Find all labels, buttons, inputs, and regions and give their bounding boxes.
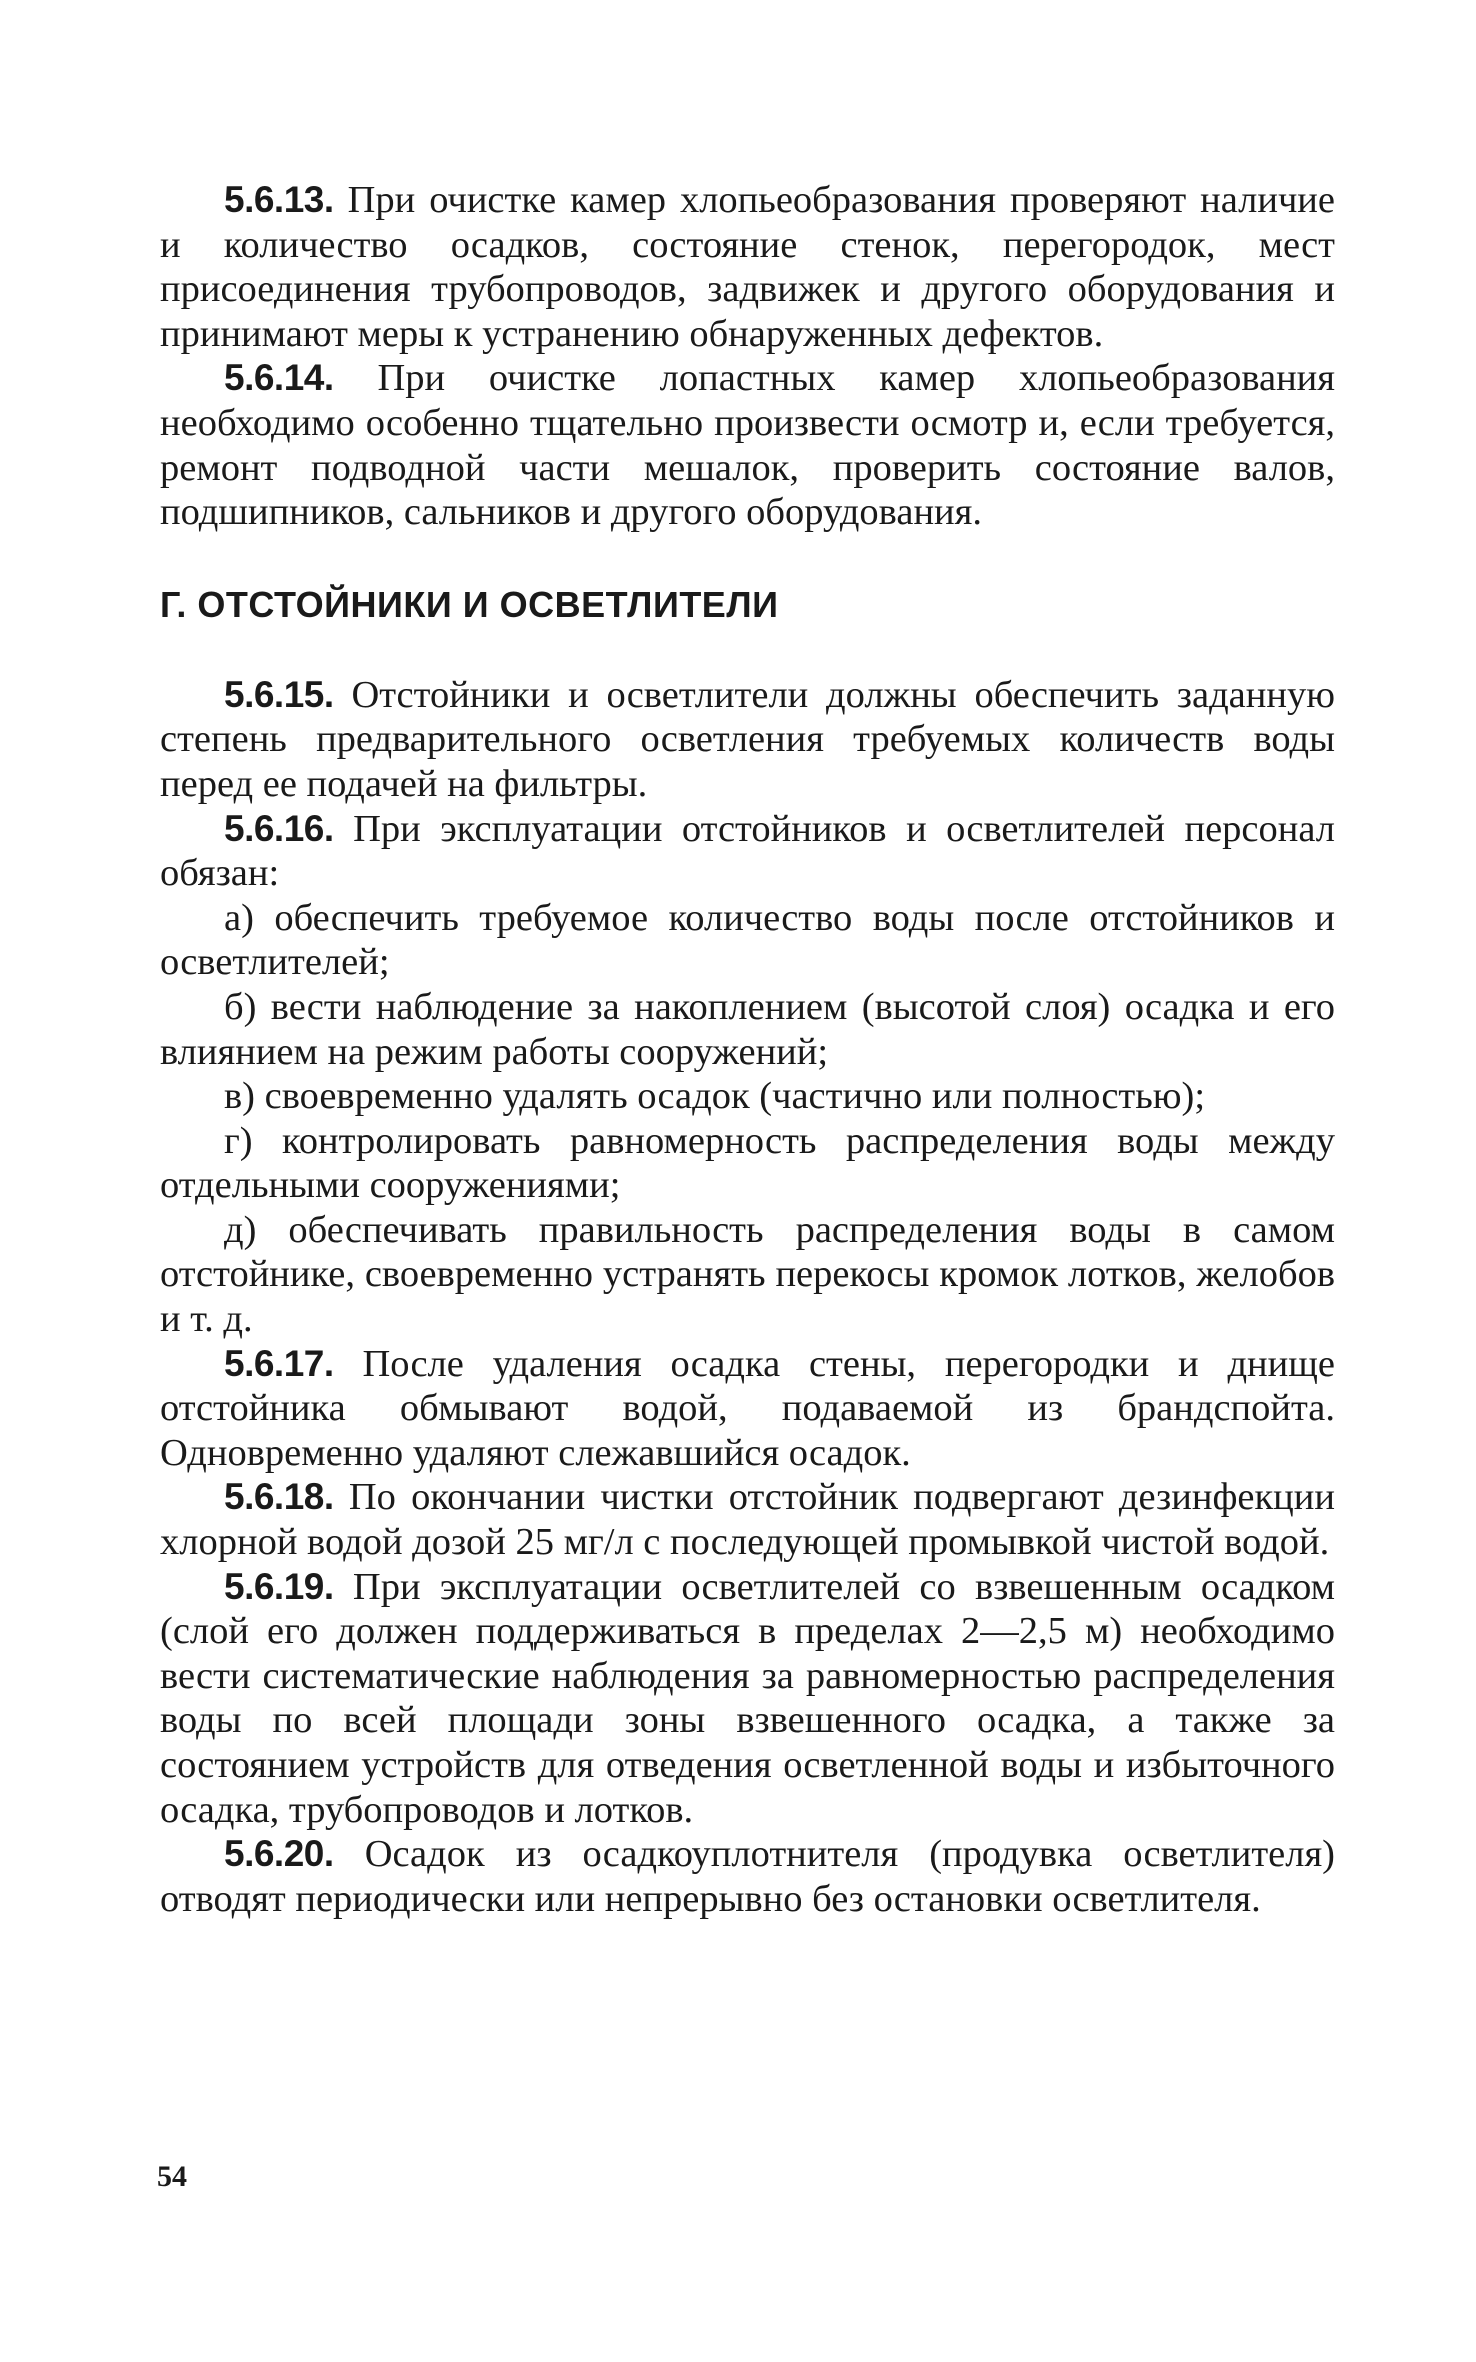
paragraph-5-6-17 xyxy=(160,1342,1335,1476)
clause-text: При очистке лопастных камер хлопьеобразования необходимо особенно тщательно произвести осмотр и, если требуется, ремонт подводной части мешалок, проверить состояние валов, подшипников, сальников и другого оборудования. xyxy=(160,357,1335,534)
paragraph-5-6-20 xyxy=(160,1832,1335,1921)
clause-text: Отстойники и осветлители должны обеспечить заданную степень предварительного осветления требуемых количеств воды перед ее подачей на фильтры. xyxy=(160,673,1335,805)
clause-text: Осадок из осадкоуплотнителя (продувка осветлителя) отводят периодически или непрерывно без остановки осветлителя. xyxy=(160,1833,1335,1920)
list-item-text: г) контролировать равномерность распределения воды между отдельными сооружениями; xyxy=(160,1119,1335,1207)
clause-number: 5.6.14. xyxy=(224,357,334,399)
clause-text: После удаления осадка стены, перегородки и днище отстойника обмывают водой, подаваемой из брандспойта. Одновременно удаляют слежавшийся осадок. xyxy=(160,1342,1335,1474)
section-heading: Г. ОТСТОЙНИКИ И ОСВЕТЛИТЕЛИ xyxy=(160,583,779,625)
clause-text: При очистке камер хлопьеобразования проверяют наличие и количество осадков, состояние стенок, перегородок, мест присоединения трубопроводов, задвижек и другого оборудования и принимают меры к устранению обнаруженных дефектов. xyxy=(160,179,1335,355)
paragraph-5-6-15 xyxy=(160,673,1335,807)
list-item-a xyxy=(160,896,1335,985)
list-item-v xyxy=(160,1074,1335,1119)
clause-text: По окончании чистки отстойник подвергают дезинфекции хлорной водой дозой 25 мг/л с последующей промывкой чистой водой. xyxy=(160,1476,1335,1564)
list-item-text: д) обеспечивать правильность распределения воды в самом отстойнике, своевременно устранять перекосы кромок лотков, желобов и т. д. xyxy=(160,1208,1335,1341)
paragraph-5-6-19 xyxy=(160,1565,1335,1833)
clause-number: 5.6.15. xyxy=(224,673,334,715)
document-page xyxy=(160,178,1335,1921)
clause-number: 5.6.18. xyxy=(224,1476,334,1518)
clause-number: 5.6.16. xyxy=(224,807,334,849)
list-item-text: а) обеспечить требуемое количество воды после отстойников и осветлителей; xyxy=(160,896,1335,984)
clause-number: 5.6.20. xyxy=(224,1833,334,1875)
list-item-text: б) вести наблюдение за накоплением (высотой слоя) осадка и его влиянием на режим работы сооружений; xyxy=(160,985,1335,1073)
paragraph-5-6-16 xyxy=(160,807,1335,896)
clause-number: 5.6.13. xyxy=(224,179,334,220)
clause-text: При эксплуатации отстойников и осветлителей персонал обязан: xyxy=(160,807,1335,895)
list-item-d xyxy=(160,1208,1335,1342)
paragraph-5-6-14 xyxy=(160,356,1335,534)
paragraphs-after-heading xyxy=(160,673,1335,1922)
list-item-g xyxy=(160,1119,1335,1208)
page-number: 54 xyxy=(157,2160,187,2193)
list-item-text: в) своевременно удалять осадок (частично или полностью); xyxy=(224,1075,1206,1118)
clause-number: 5.6.19. xyxy=(224,1565,334,1607)
paragraph-5-6-13 xyxy=(160,178,1335,356)
clause-number: 5.6.17. xyxy=(224,1342,334,1384)
list-item-b xyxy=(160,985,1335,1074)
paragraph-5-6-18 xyxy=(160,1475,1335,1564)
paragraphs-before-heading xyxy=(160,178,1335,535)
clause-text: При эксплуатации осветлителей со взвешенным осадком (слой его должен поддерживаться в пределах 2—2,5 м) необходимо вести систематические наблюдения за равномерностью распределения воды по всей площади зоны взвешенного осадка, а также за состоянием устройств для отведения осветленной воды и избыточного осадка, трубопроводов и лотков. xyxy=(160,1565,1335,1831)
